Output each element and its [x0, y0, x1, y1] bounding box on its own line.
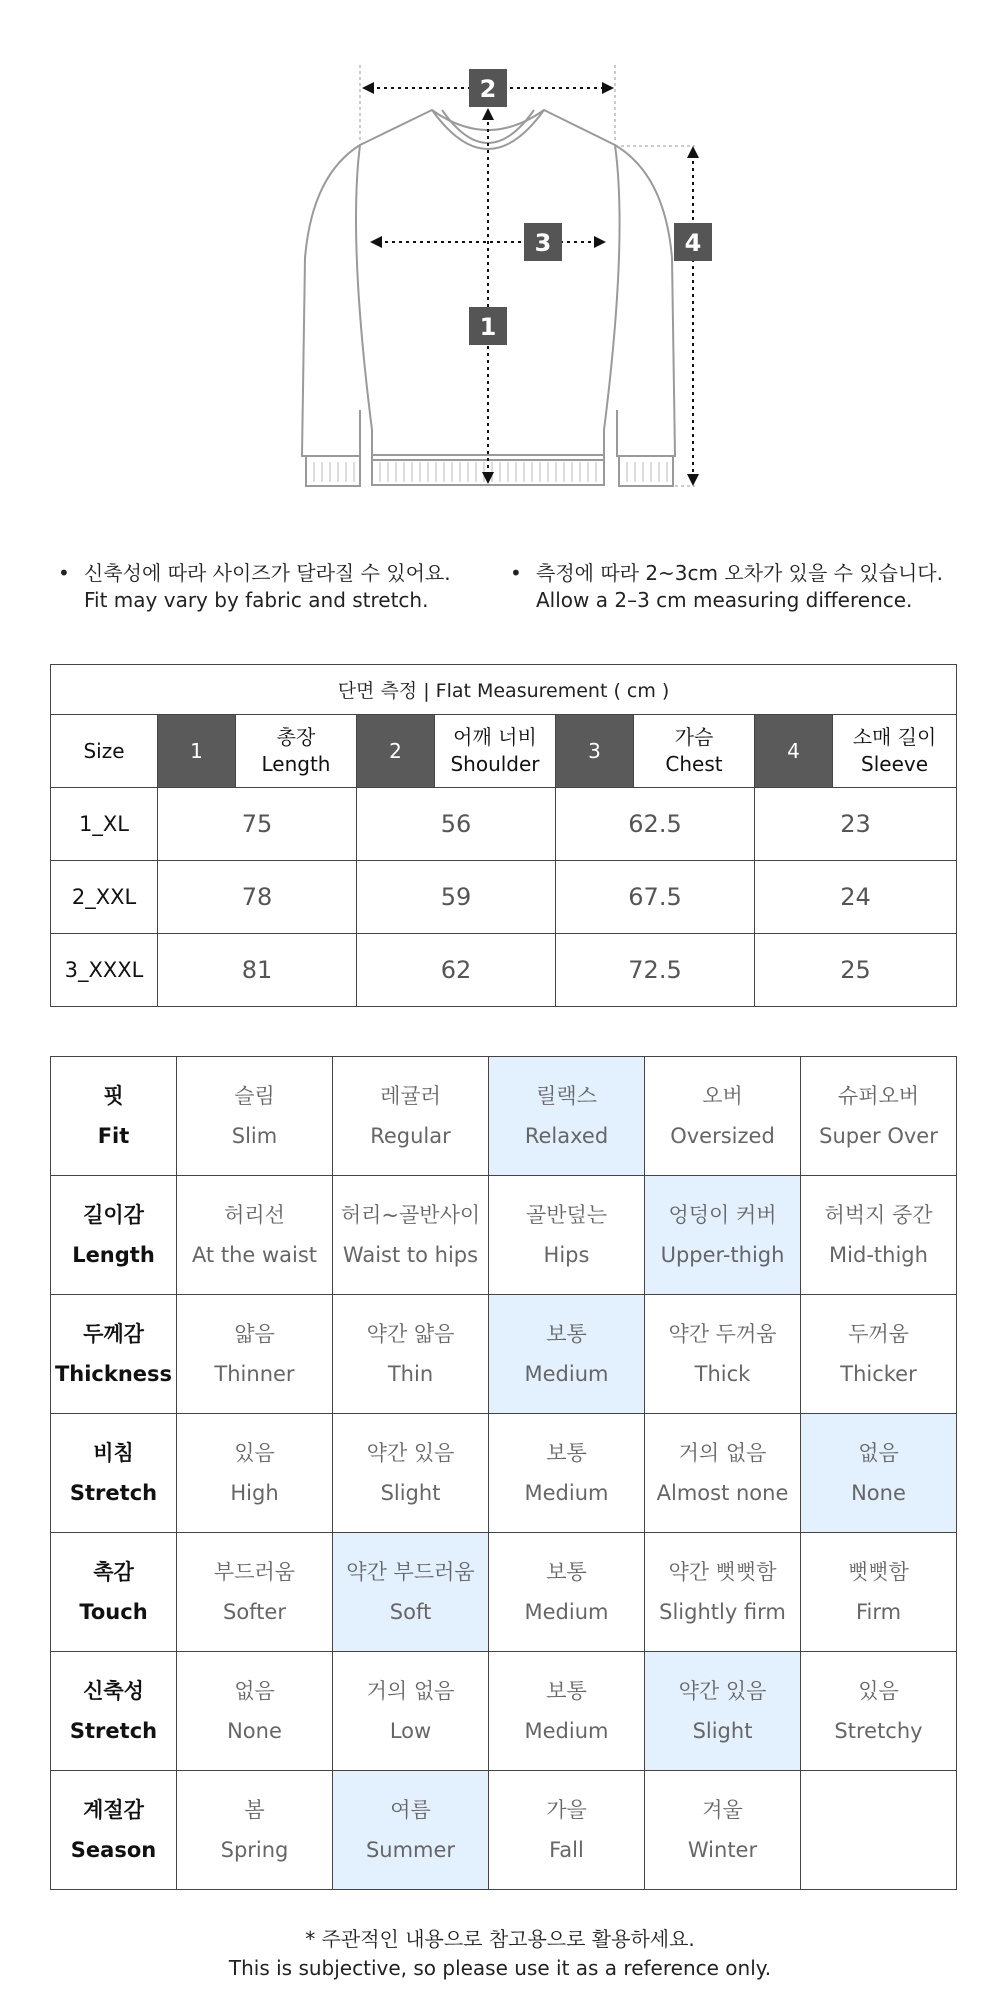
- size-cell: 3_XXXL: [51, 934, 158, 1007]
- label-en: Stretch: [69, 1481, 158, 1505]
- label-ko: 핏: [103, 1084, 124, 1108]
- attribute-option: [489, 1533, 645, 1652]
- option-en: Stretchy: [834, 1719, 923, 1743]
- marker-1: [469, 307, 507, 345]
- table-row: [51, 861, 957, 934]
- chest-value: 62.5: [556, 788, 755, 861]
- option-ko: 약간 뻣뻣함: [668, 1560, 777, 1584]
- label-en: Touch: [79, 1600, 148, 1624]
- svg-text:1: 1: [479, 313, 497, 341]
- option-en: Winter: [687, 1838, 758, 1862]
- option-en: None: [227, 1719, 282, 1743]
- length-value: 75: [158, 788, 357, 861]
- header-en: Sleeve: [861, 752, 929, 776]
- attribute-label: [51, 1652, 177, 1771]
- label-ko: 촉감: [93, 1560, 134, 1584]
- attribute-option: [801, 1652, 957, 1771]
- option-en: Softer: [223, 1600, 286, 1624]
- arrow-heads: [362, 82, 699, 486]
- option-ko: 레귤러: [380, 1084, 441, 1108]
- header-en: Chest: [665, 752, 723, 776]
- option-en: Thicker: [840, 1362, 917, 1386]
- note-measuring: [510, 560, 943, 614]
- note-en: Allow a 2–3 cm measuring difference.: [536, 588, 913, 612]
- option-en: Slight: [692, 1719, 753, 1743]
- table-title: 단면 측정 | Flat Measurement ( cm ): [51, 665, 957, 715]
- option-en: Almost none: [656, 1481, 789, 1505]
- attribute-option: [177, 1295, 333, 1414]
- attribute-option: [489, 1176, 645, 1295]
- attribute-row: [51, 1652, 957, 1771]
- column-header-shoulder: [435, 715, 556, 788]
- footer-en: This is subjective, so please use it as a reference only.: [228, 1956, 772, 1980]
- option-en: None: [851, 1481, 906, 1505]
- svg-text:3: 3: [534, 229, 552, 257]
- option-ko: 뻣뻣함: [848, 1560, 909, 1584]
- label-ko: 비침: [93, 1441, 134, 1465]
- option-ko: 봄: [244, 1798, 265, 1822]
- option-en: Fall: [549, 1838, 584, 1862]
- attribute-row: [51, 1057, 957, 1176]
- footer-ko: * 주관적인 내용으로 참고용으로 활용하세요.: [305, 1927, 695, 1951]
- label-en: Stretch: [69, 1719, 158, 1743]
- option-en: Slim: [231, 1124, 278, 1148]
- bullet: •: [58, 561, 70, 585]
- header-ko: 어깨 너비: [453, 725, 537, 749]
- option-ko: 오버: [702, 1084, 743, 1108]
- attribute-option-selected: [333, 1533, 489, 1652]
- attribute-option-selected: [489, 1057, 645, 1176]
- option-en: Relaxed: [524, 1124, 609, 1148]
- attribute-option-selected: [801, 1414, 957, 1533]
- option-ko: 슬림: [234, 1084, 275, 1108]
- attribute-option: [801, 1771, 957, 1890]
- attribute-option-selected: [333, 1771, 489, 1890]
- attribute-label: [51, 1057, 177, 1176]
- option-en: Firm: [855, 1600, 902, 1624]
- attribute-option: [177, 1176, 333, 1295]
- label-en: Thickness: [54, 1362, 173, 1386]
- option-en: Low: [389, 1719, 432, 1743]
- shoulder-value: 59: [357, 861, 556, 934]
- option-ko: 겨울: [702, 1798, 743, 1822]
- option-ko: 엉덩이 커버: [668, 1203, 777, 1227]
- size-header: Size: [51, 715, 158, 788]
- marker-2: [469, 69, 507, 107]
- label-ko: 신축성: [83, 1679, 144, 1703]
- attribute-option: [489, 1771, 645, 1890]
- attribute-option: [801, 1057, 957, 1176]
- sleeve-value: 24: [755, 861, 957, 934]
- attribute-option: [177, 1057, 333, 1176]
- label-en: Fit: [97, 1124, 130, 1148]
- option-ko: 가을: [546, 1798, 587, 1822]
- option-ko: 없음: [234, 1679, 275, 1703]
- header-en: Shoulder: [450, 752, 540, 776]
- option-en: Slightly firm: [659, 1600, 786, 1624]
- attribute-row: [51, 1295, 957, 1414]
- label-ko: 계절감: [83, 1798, 144, 1822]
- option-ko: 허리~골반사이: [340, 1203, 481, 1227]
- option-ko: 보통: [546, 1679, 587, 1703]
- size-notes: [0, 560, 1000, 620]
- size-cell: 2_XXL: [51, 861, 158, 934]
- option-en: Medium: [524, 1362, 609, 1386]
- column-number: 1: [158, 715, 236, 788]
- option-en: Slight: [380, 1481, 441, 1505]
- attribute-option: [177, 1771, 333, 1890]
- attribute-option: [489, 1414, 645, 1533]
- option-en: Medium: [524, 1481, 609, 1505]
- table-row: [51, 788, 957, 861]
- column-number: 3: [556, 715, 634, 788]
- header-ko: 소매 길이: [852, 725, 937, 749]
- attribute-option: [801, 1295, 957, 1414]
- attribute-option: [177, 1652, 333, 1771]
- attribute-row: [51, 1771, 957, 1890]
- option-en: Regular: [370, 1124, 451, 1148]
- option-en: Medium: [524, 1600, 609, 1624]
- attribute-row: [51, 1176, 957, 1295]
- option-en: Hips: [543, 1243, 590, 1267]
- svg-text:2: 2: [479, 75, 497, 103]
- attribute-option: [333, 1057, 489, 1176]
- header-ko: 총장: [276, 725, 316, 749]
- attribute-row: [51, 1533, 957, 1652]
- note-en: Fit may vary by fabric and stretch.: [84, 588, 429, 612]
- attribute-label: [51, 1414, 177, 1533]
- option-en: Oversized: [670, 1124, 775, 1148]
- option-ko: 보통: [546, 1441, 587, 1465]
- shoulder-value: 56: [357, 788, 556, 861]
- option-ko: 허벅지 중간: [824, 1203, 933, 1227]
- measurement-arrows: [370, 88, 693, 478]
- header-ko: 가슴: [674, 725, 714, 749]
- label-en: Length: [72, 1243, 155, 1267]
- note-fabric: [58, 560, 451, 614]
- option-ko: 있음: [858, 1679, 899, 1703]
- attribute-option: [801, 1533, 957, 1652]
- option-en: Waist to hips: [342, 1243, 479, 1267]
- option-en: Summer: [365, 1838, 456, 1862]
- sleeve-value: 23: [755, 788, 957, 861]
- label-ko: 길이감: [83, 1203, 144, 1227]
- attribute-table: [50, 1056, 957, 1890]
- guide-lines: [360, 65, 695, 486]
- option-en: At the waist: [191, 1243, 318, 1267]
- table-row: [51, 934, 957, 1007]
- option-ko: 약간 부드러움: [346, 1560, 475, 1584]
- sleeve-value: 25: [755, 934, 957, 1007]
- attribute-option-selected: [645, 1176, 801, 1295]
- option-ko: 보통: [546, 1560, 587, 1584]
- option-en: Thinner: [214, 1362, 295, 1386]
- attribute-option: [801, 1176, 957, 1295]
- option-ko: 없음: [858, 1441, 899, 1465]
- option-ko: 약간 있음: [678, 1679, 767, 1703]
- option-en: Medium: [524, 1719, 609, 1743]
- option-en: Upper-thigh: [660, 1243, 785, 1267]
- attribute-label: [51, 1771, 177, 1890]
- measurement-diagram: [0, 0, 1000, 500]
- option-en: Soft: [389, 1600, 432, 1624]
- svg-text:4: 4: [684, 229, 702, 257]
- option-ko: 거의 없음: [366, 1679, 455, 1703]
- column-header-sleeve: [833, 715, 957, 788]
- attribute-option: [333, 1176, 489, 1295]
- option-ko: 얇음: [234, 1322, 275, 1346]
- option-ko: 허리선: [224, 1203, 285, 1227]
- attribute-option: [489, 1652, 645, 1771]
- attribute-option: [645, 1057, 801, 1176]
- attribute-label: [51, 1533, 177, 1652]
- marker-3: [524, 223, 562, 261]
- note-ko: 신축성에 따라 사이즈가 달라질 수 있어요.: [84, 561, 451, 585]
- attribute-option: [645, 1533, 801, 1652]
- option-ko: 보통: [546, 1322, 587, 1346]
- attribute-option: [177, 1414, 333, 1533]
- option-ko: 있음: [234, 1441, 275, 1465]
- option-en: Thin: [387, 1362, 434, 1386]
- footer-note: [0, 1925, 1000, 1983]
- attribute-label: [51, 1176, 177, 1295]
- bullet: •: [510, 561, 522, 585]
- option-ko: 여름: [390, 1798, 431, 1822]
- length-value: 81: [158, 934, 357, 1007]
- column-number: 2: [357, 715, 435, 788]
- chest-value: 72.5: [556, 934, 755, 1007]
- option-en: High: [230, 1481, 279, 1505]
- column-header-length: [236, 715, 357, 788]
- column-number: 4: [755, 715, 833, 788]
- option-en: Super Over: [819, 1124, 938, 1148]
- option-ko: 약간 얇음: [366, 1322, 455, 1346]
- option-en: Spring: [220, 1838, 289, 1862]
- option-ko: 슈퍼오버: [837, 1084, 920, 1108]
- chest-value: 67.5: [556, 861, 755, 934]
- option-ko: 약간 있음: [366, 1441, 455, 1465]
- column-header-chest: [634, 715, 755, 788]
- attribute-option: [333, 1295, 489, 1414]
- attribute-option: [333, 1414, 489, 1533]
- option-ko: 두꺼움: [848, 1322, 909, 1346]
- note-ko: 측정에 따라 2~3cm 오차가 있을 수 있습니다.: [536, 561, 943, 585]
- label-ko: 두께감: [83, 1322, 144, 1346]
- option-en: Thick: [694, 1362, 751, 1386]
- header-en: Length: [261, 752, 331, 776]
- label-en: Season: [70, 1838, 157, 1862]
- attribute-label: [51, 1295, 177, 1414]
- attribute-option: [645, 1771, 801, 1890]
- attribute-option: [645, 1295, 801, 1414]
- attribute-option-selected: [645, 1652, 801, 1771]
- marker-4: [674, 223, 712, 261]
- length-value: 78: [158, 861, 357, 934]
- option-ko: 부드러움: [213, 1560, 296, 1584]
- attribute-option-selected: [489, 1295, 645, 1414]
- option-ko: 거의 없음: [678, 1441, 767, 1465]
- option-en: Mid-thigh: [829, 1243, 928, 1267]
- attribute-row: [51, 1414, 957, 1533]
- size-table: [50, 664, 957, 1007]
- attribute-option: [645, 1414, 801, 1533]
- attribute-option: [333, 1652, 489, 1771]
- attribute-option: [177, 1533, 333, 1652]
- shoulder-value: 62: [357, 934, 556, 1007]
- option-ko: 골반덮는: [525, 1203, 608, 1227]
- option-ko: 릴랙스: [536, 1084, 597, 1108]
- option-ko: 약간 두꺼움: [668, 1322, 777, 1346]
- size-cell: 1_XL: [51, 788, 158, 861]
